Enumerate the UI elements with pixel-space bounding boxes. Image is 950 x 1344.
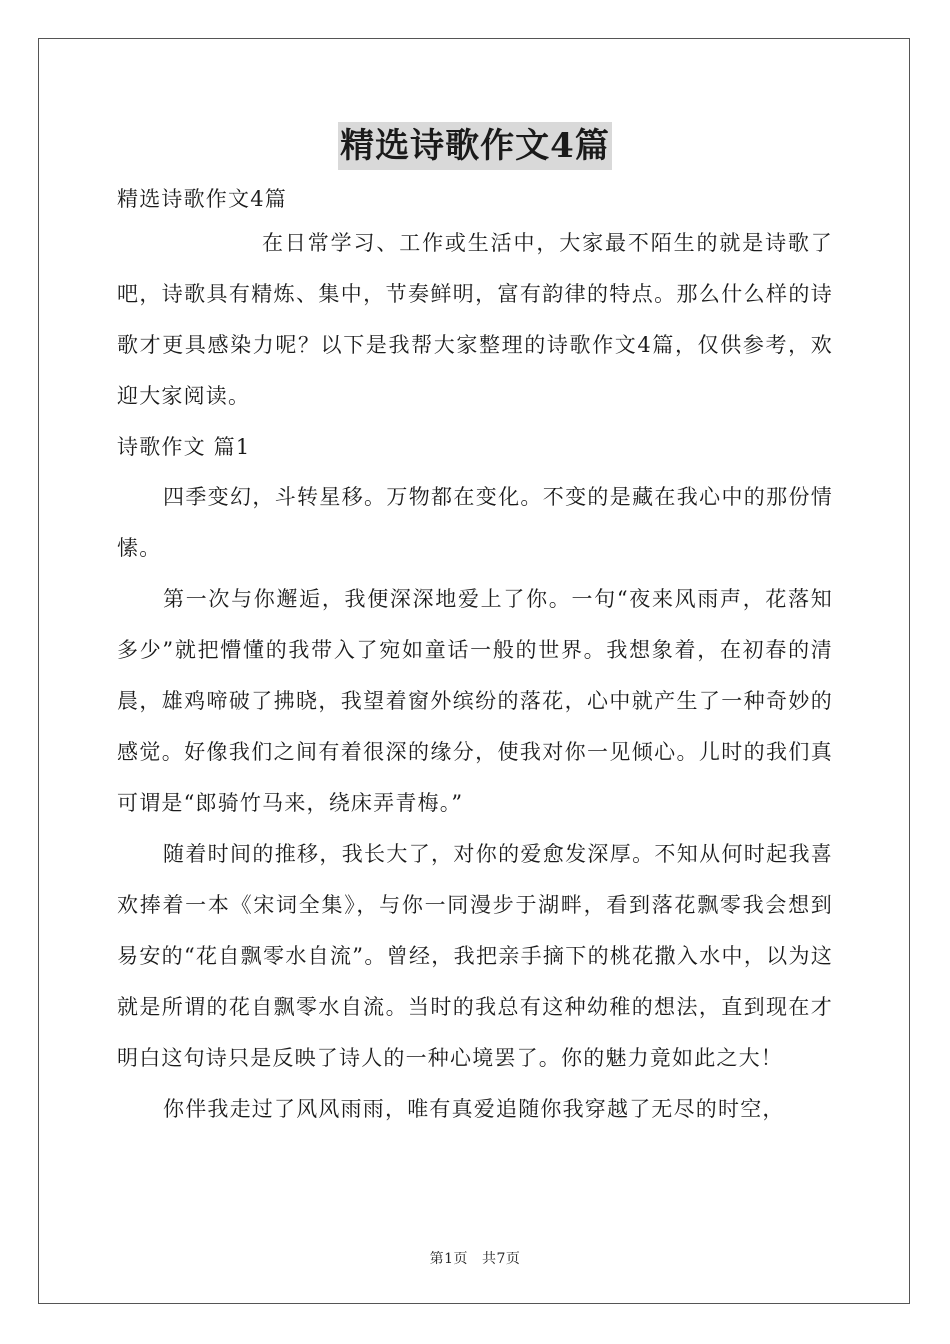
page-number-total: 共7页 [482, 1251, 521, 1267]
page-footer [0, 1248, 950, 1268]
page-number-current: 第1页 [429, 1251, 468, 1267]
body-paragraph-2: 第一次与你邂逅，我便深深地爱上了你。一句“夜来风雨声，花落知多少”就把懵懂的我带入了宛如童话一般的世界。我想象着，在初春的清晨，雄鸡啼破了拂晓，我望着窗外缤纷的落花，心中就产生了一种奇妙的感觉。好像我们之间有着很深的缘分，使我对你一见倾心。儿时的我们真可谓是“郎骑竹马来，绕床弄青梅。” [117, 587, 833, 815]
body-paragraph-3: 随着时间的推移，我长大了，对你的爱愈发深厚。不知从何时起我喜欢捧着一本《宋词全集》，与你一同漫步于湖畔，看到落花飘零我会想到易安的“花自飘零水自流”。曾经，我把亲手摘下的桃花撒入水中，以为这就是所谓的花自飘零水自流。当时的我总有这种幼稚的想法，直到现在才明白这句诗只是反映了诗人的一种心境罢了。你的魅力竟如此之大！ [117, 842, 833, 1070]
body-paragraph-1: 四季变幻，斗转星移。万物都在变化。不变的是藏在我心中的那份情愫。 [117, 485, 833, 560]
document-title: 精选诗歌作文4篇 [338, 122, 612, 170]
intro-paragraph: 在日常学习、工作或生活中，大家最不陌生的就是诗歌了吧，诗歌具有精炼、集中，节奏鲜明，富有韵律的特点。那么什么样的诗歌才更具感染力呢？以下是我帮大家整理的诗歌作文4篇，仅供参考，欢迎大家阅读。 [117, 231, 833, 408]
document-subtitle: 精选诗歌作文4篇 [117, 187, 287, 211]
body-paragraph-4: 你伴我走过了风风雨雨，唯有真爱追随你我穿越了无尽的时空， [163, 1097, 785, 1121]
title-container [0, 122, 950, 170]
section-heading: 诗歌作文 篇1 [117, 435, 251, 459]
document-body [117, 180, 833, 1135]
